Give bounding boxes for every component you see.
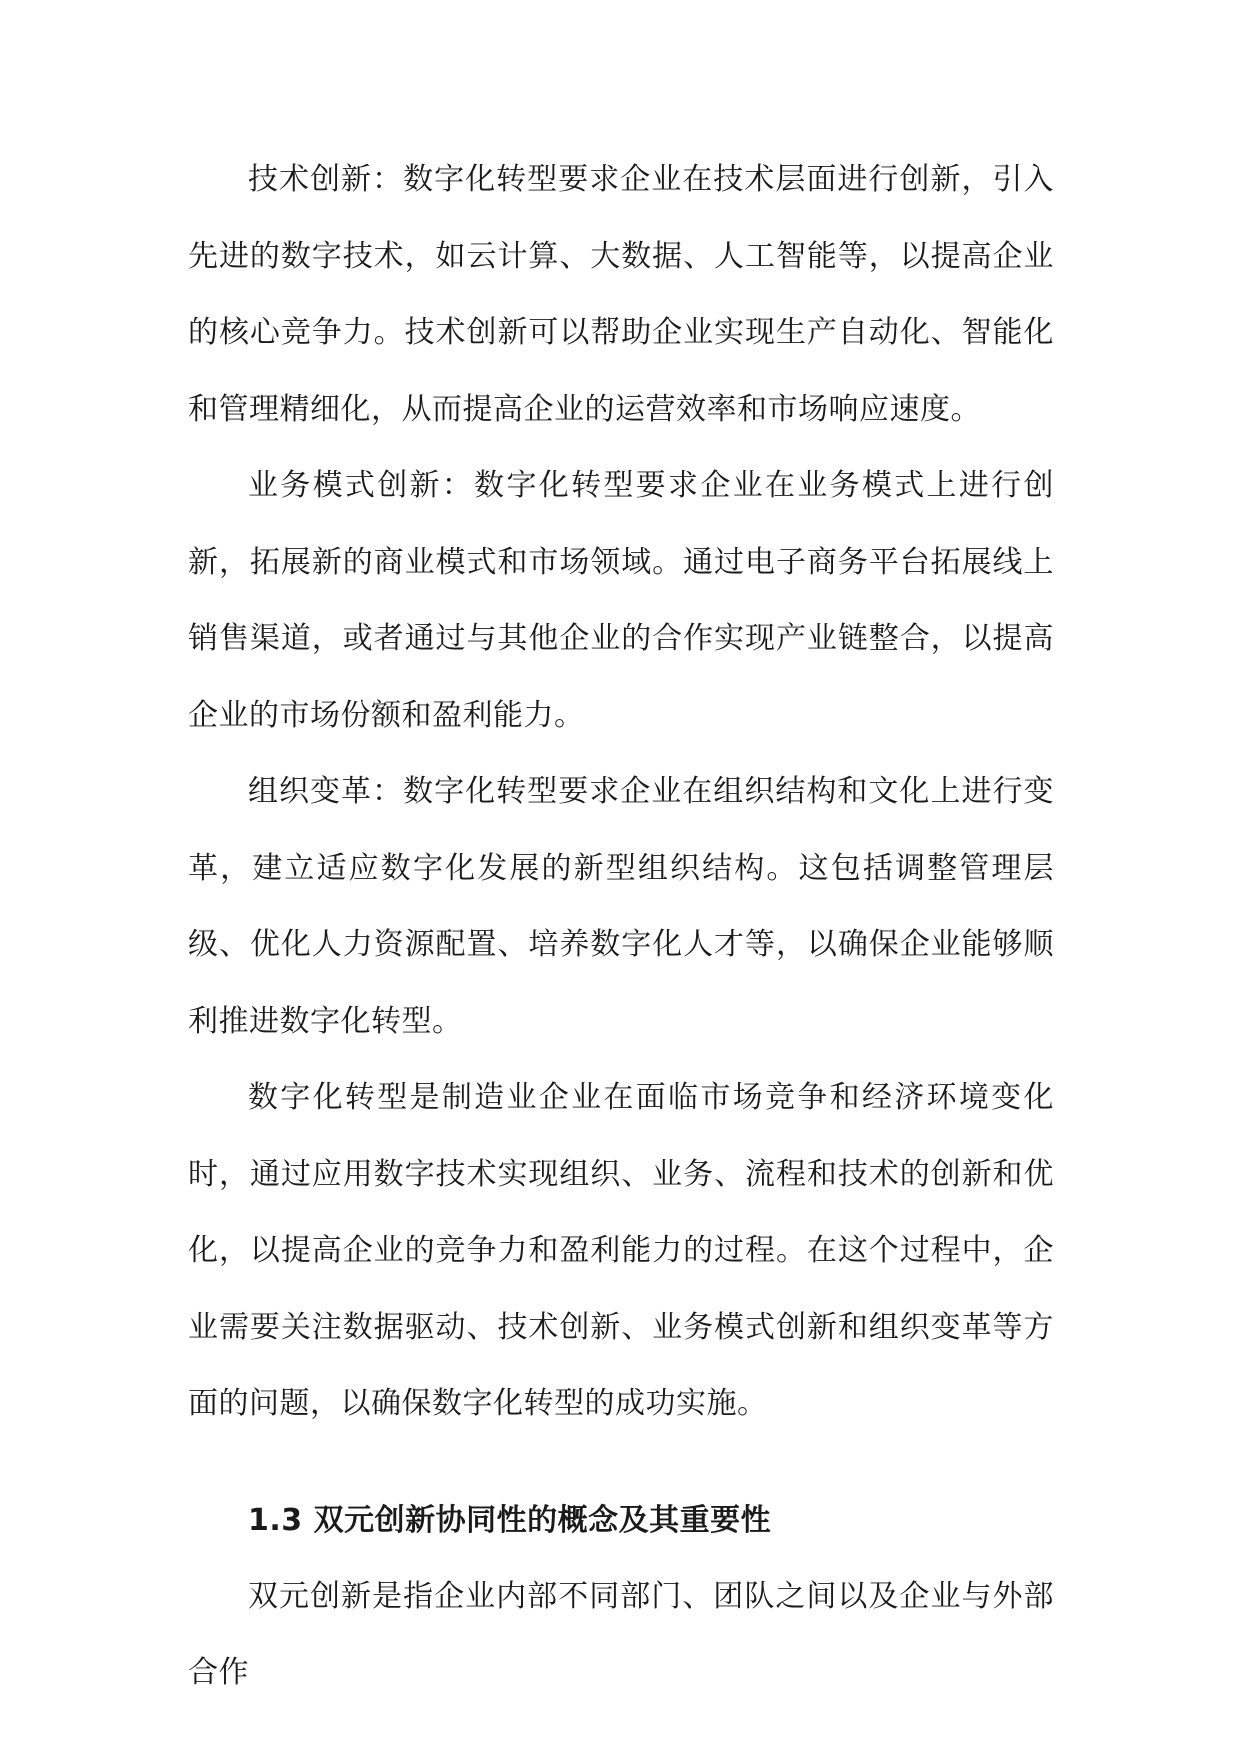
paragraph-business-model-innovation: 业务模式创新：数字化转型要求企业在业务模式上进行创新，拓展新的商业模式和市场领域。通过电子商务平台拓展线上销售渠道，或者通过与其他企业的合作实现产业链整合，以提高企业的市场份额和盈利能力。: [188, 468, 1054, 733]
paragraph-dual-innovation-definition: 双元创新是指企业内部不同部门、团队之间以及企业与外部合作: [188, 1578, 1054, 1690]
document-body: [188, 142, 1054, 1712]
paragraph-organizational-change: 组织变革：数字化转型要求企业在组织结构和文化上进行变革，建立适应数字化发展的新型组织结构。这包括调整管理层级、优化人力资源配置、培养数字化人才等，以确保企业能够顺利推进数字化转型。: [188, 774, 1054, 1039]
paragraph-technology-innovation: 技术创新：数字化转型要求企业在技术层面进行创新，引入先进的数字技术，如云计算、大数据、人工智能等，以提高企业的核心竞争力。技术创新可以帮助企业实现生产自动化、智能化和管理精细化，从而提高企业的运营效率和市场响应速度。: [188, 162, 1054, 427]
section-heading: 1.3 双元创新协同性的概念及其重要性: [248, 1502, 772, 1538]
paragraph-digital-transformation-summary: 数字化转型是制造业企业在面临市场竞争和经济环境变化时，通过应用数字技术实现组织、业务、流程和技术的创新和优化，以提高企业的竞争力和盈利能力的过程。在这个过程中，企业需要关注数据驱动、技术创新、业务模式创新和组织变革等方面的问题，以确保数字化转型的成功实施。: [188, 1080, 1054, 1421]
